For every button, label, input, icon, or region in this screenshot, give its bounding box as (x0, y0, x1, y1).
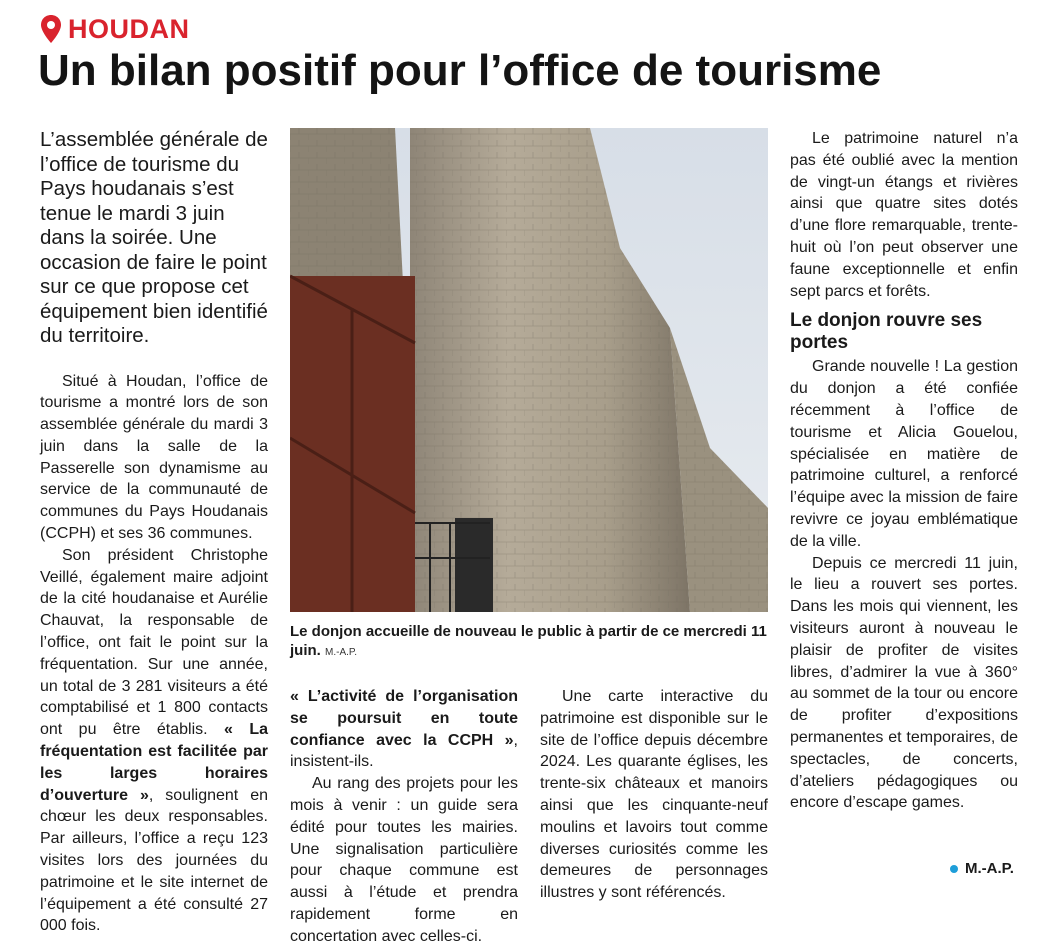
author-signature: M.-A.P. (950, 860, 1014, 877)
article-column-4 (790, 128, 1018, 814)
donjon-tower-image (290, 128, 768, 612)
article-column-2 (290, 686, 518, 948)
photo-caption: Le donjon accueille de nouveau le public à partir de ce mercredi 11 juin. M.-A.P. (290, 623, 767, 659)
location-pin-icon (40, 14, 62, 44)
paragraph: Depuis ce mercredi 11 juin, le lieu a rouvert ses portes. Dans les mois qui viennent, les visiteurs auront à nouveau le plaisir de profiter de visites libres, d’admirer la vue à 360° au sommet de la tour ou encore de profiter d’expositions permanentes et temporaires, de spectacles, de concerts, d’ateliers pédagogiques ou encore d’escape games. (790, 554, 1018, 812)
donjon-photo (290, 128, 768, 612)
paragraph: Grande nouvelle ! La gestion du donjon a été confiée récemment à l’office de tourisme et Alicia Gouelou, spécialisée en matière de patrimoine culturel, a renforcé l’équipe avec la mission de faire revivre ce joyau emblématique de la ville. (790, 358, 1018, 550)
article-column-1 (40, 128, 268, 937)
bullet-dot-icon (950, 865, 958, 873)
pull-quote: « L’activité de l’organisation se poursuit en toute confiance avec la CCPH » (290, 688, 518, 749)
paragraph: Au rang des projets pour les mois à venir : un guide sera édité pour toutes les mairies. Une signalisation particulière pour chaque commune est aussi à l’étude et prendra rapidement forme en concertation avec celles-ci. (290, 775, 518, 945)
section-kicker (40, 10, 190, 48)
pull-quote: « La fréquentation est facilitée par les larges horaires d’ouverture » (40, 721, 269, 804)
lead-paragraph: L’assemblée générale de l’office de tourisme du Pays houdanais s’est tenue le mardi 3 juin dans la soirée. Une occasion de faire le point sur ce que propose cet équipement bien identifié du territoire. (40, 128, 268, 347)
paragraph: Son président Christophe Veillé, également maire adjoint de la cité houdanaise et Aurélie Chauvat, la responsable de l’office, ont fait le point sur la fréquentation. Sur une année, un total de 3 281 visiteurs a été comptabilisé et 1 800 contacts ont pu être établis. « La fréquentation est facilitée par les larges horaires d’ouverture », soulignent en chœur les deux responsables. Par ailleurs, l’office a reçu 123 visites lors des journées du patrimoine et le site internet de l’équipement a été consulté 27 000 fois. (40, 546, 269, 935)
paragraph: Situé à Houdan, l’office de tourisme a montré lors de son assemblée générale du mardi 3 juin dans la salle de la Passerelle son dynamisme au service de la communauté de communes du Pays Houdanais (CCPH) et ses 36 communes. (40, 372, 268, 543)
article-column-3 (540, 686, 768, 904)
photo-credit: M.-A.P. (325, 647, 358, 658)
subheading: Le donjon rouvre ses portes (790, 310, 983, 354)
paragraph: « L’activité de l’organisation se poursuit en toute confiance avec la CCPH », insistent-ils. (290, 688, 518, 771)
paragraph: Une carte interactive du patrimoine est disponible sur le site de l’office depuis décembre 2024. Les quarante églises, les trente-six châteaux et manoirs ainsi que les cinquante-neuf moulins et lavoirs tout comme diverses curiosités comme les demeures de personnages illustres y sont référencés. (540, 688, 768, 902)
kicker-label: HOUDAN (68, 13, 190, 44)
paragraph: Le patrimoine naturel n’a pas été oublié avec la mention de vingt-un étangs et rivières ainsi que quatre sites dotés d’une flore remarquable, trente-huit où l’on peut observer une faune exceptionnelle et enfin sept parcs et forêts. (790, 130, 1018, 300)
headline: Un bilan positif pour l’office de tourisme (38, 46, 882, 95)
